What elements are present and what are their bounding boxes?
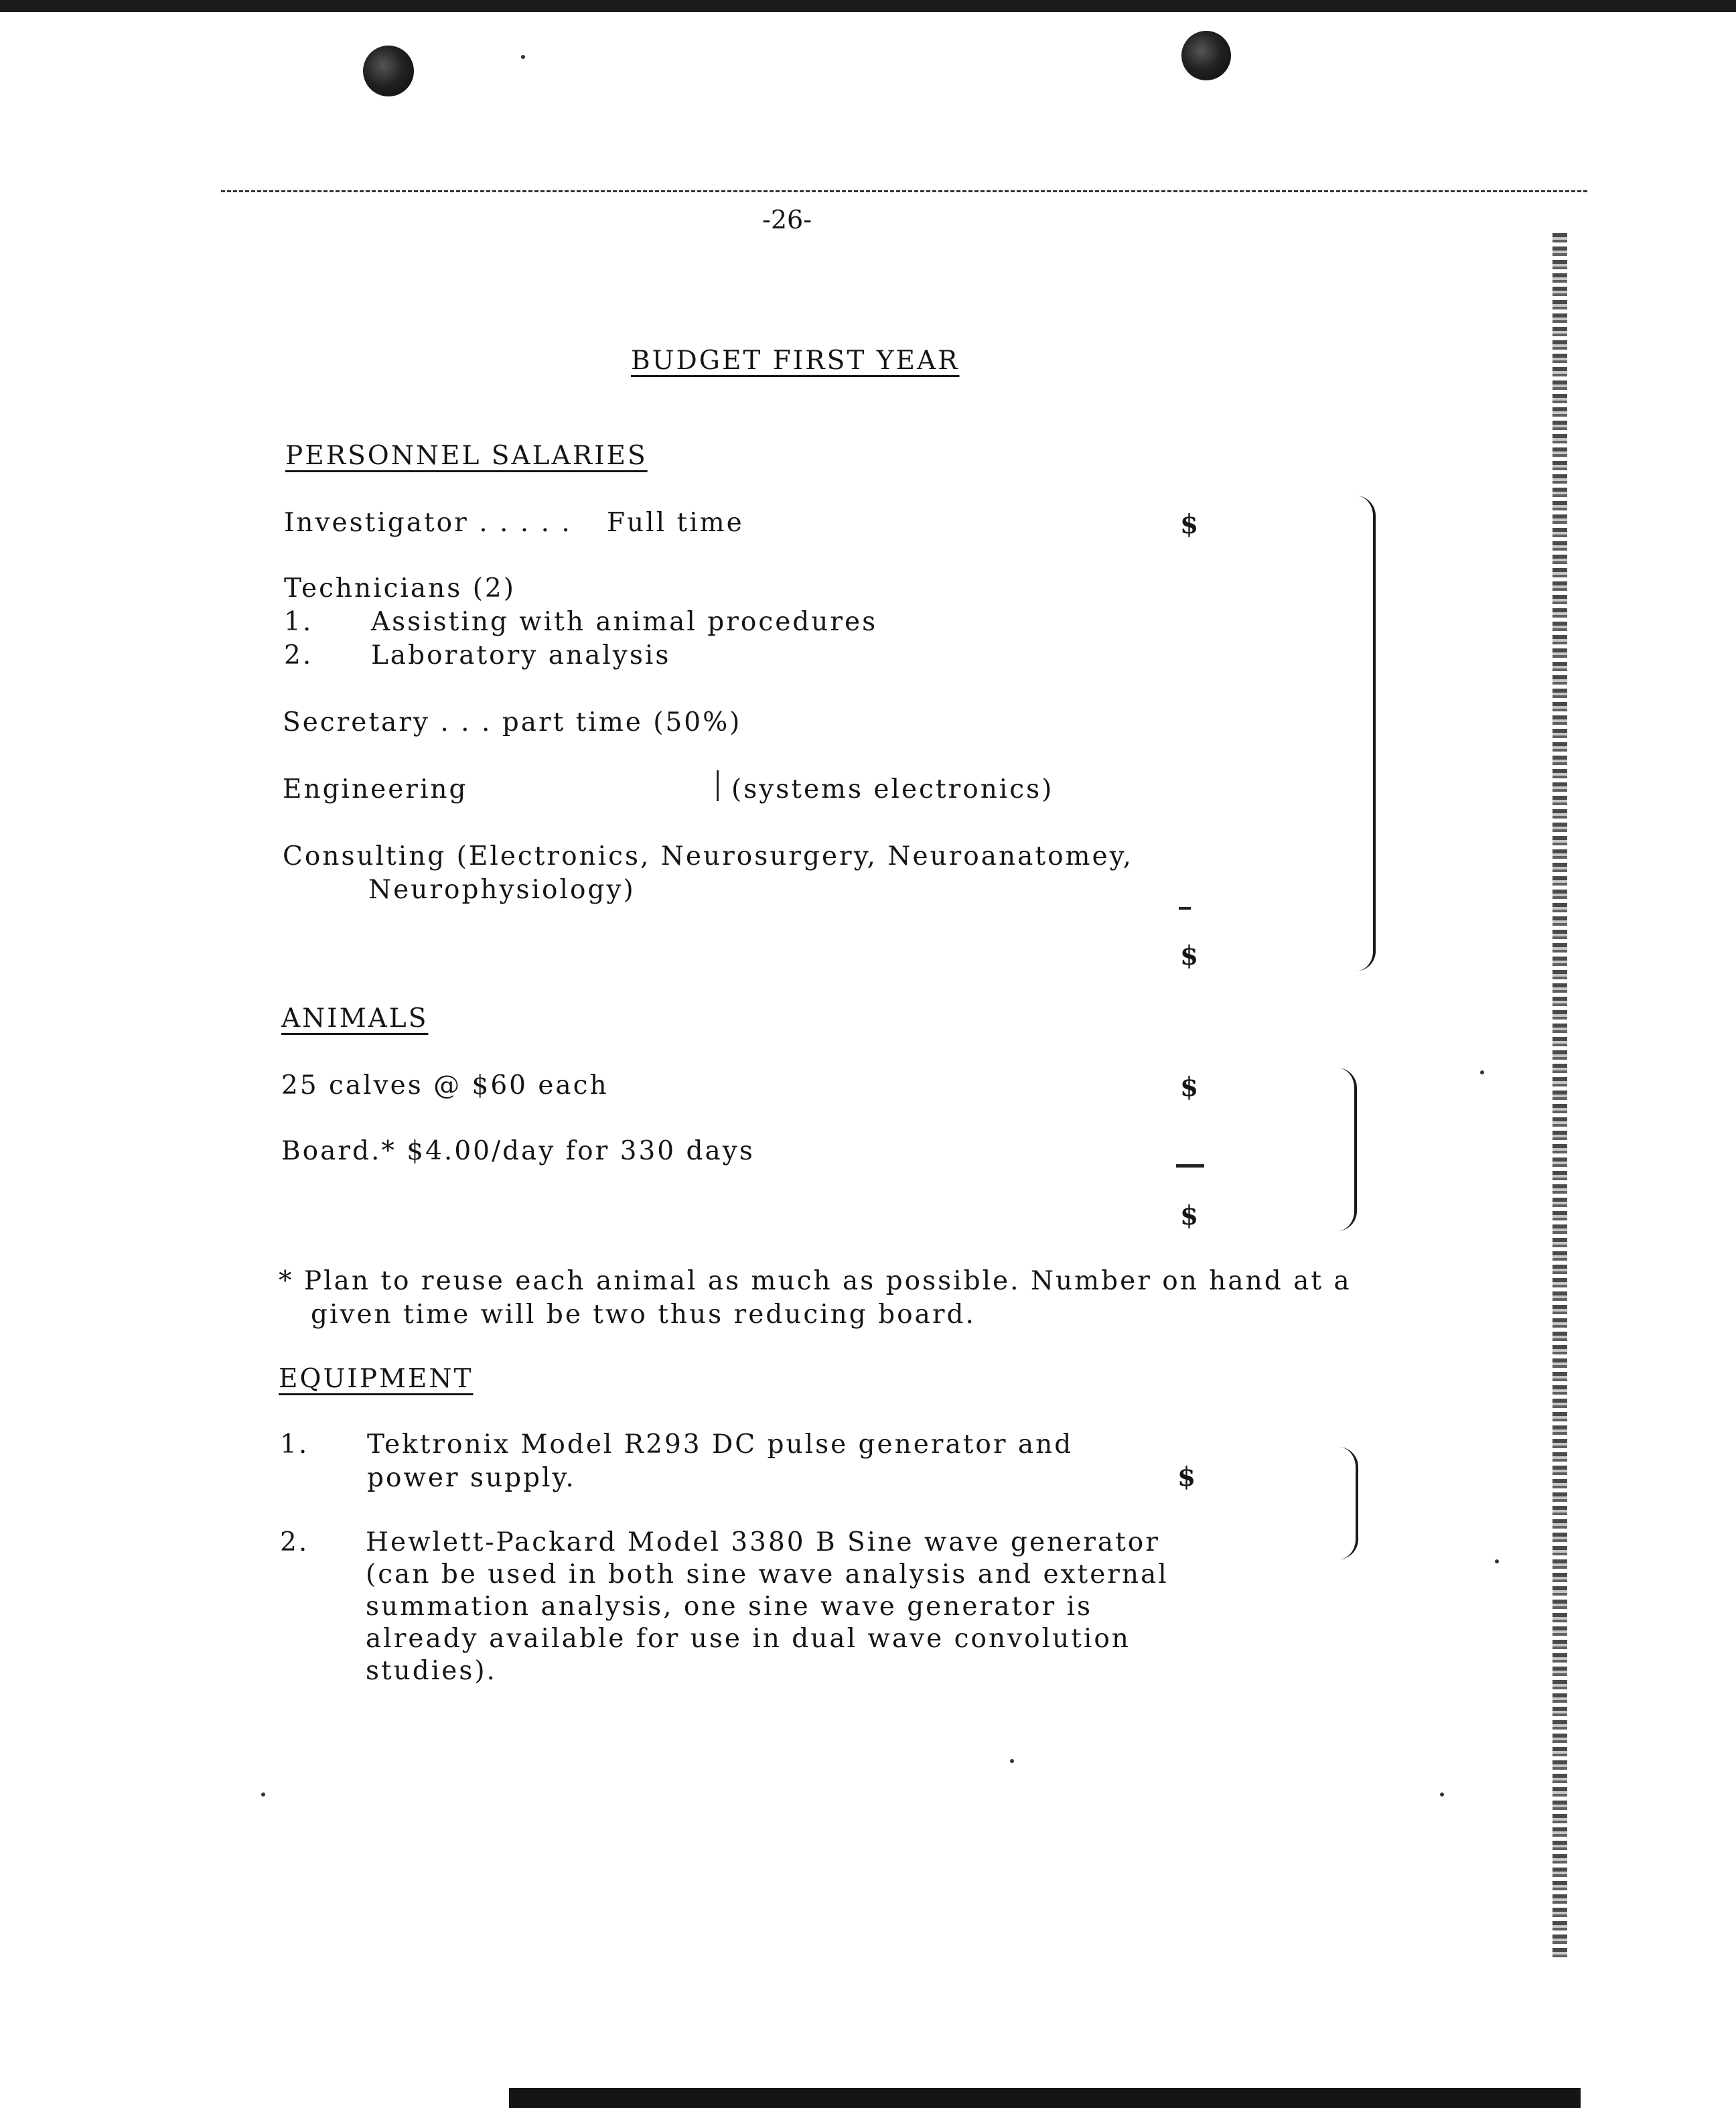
engineering-note: (systems electronics)	[731, 774, 1054, 804]
equipment-item-number: 1.	[280, 1429, 309, 1460]
equipment-item-line: Hewlett-Packard Model 3380 B Sine wave generator	[366, 1527, 1160, 1557]
investigator-label: Investigator . . . . .	[284, 508, 572, 538]
equipment-item-line: Tektronix Model R293 DC pulse generator and	[367, 1429, 1074, 1460]
page-title: BUDGET FIRST YEAR	[631, 346, 960, 376]
equipment-item-number: 2.	[280, 1527, 309, 1557]
personnel-bracket	[1333, 496, 1376, 971]
tech-item-text: Laboratory analysis	[371, 640, 671, 671]
currency-symbol: $	[1180, 1200, 1199, 1231]
animals-footnote: * Plan to reuse each animal as much as possible. Number on hand at a	[279, 1266, 1352, 1296]
speck	[1440, 1793, 1444, 1797]
technicians-heading: Technicians (2)	[284, 573, 516, 604]
speck	[1495, 1559, 1499, 1563]
equipment-item-line: power supply.	[367, 1463, 576, 1493]
consulting-line: Consulting (Electronics, Neurosurgery, Neuroanatomey,	[283, 841, 1133, 871]
speck	[521, 55, 525, 59]
equipment-bracket	[1325, 1447, 1358, 1559]
page-number: -26-	[762, 205, 812, 234]
engineering-mark	[717, 770, 719, 801]
speck	[1480, 1070, 1484, 1074]
subtotal-rule	[1179, 907, 1191, 910]
currency-symbol: $	[1180, 1072, 1199, 1103]
equipment-item-line: summation analysis, one sine wave generator is	[366, 1592, 1093, 1622]
speck	[1010, 1759, 1014, 1763]
currency-symbol: $	[1177, 1462, 1196, 1492]
currency-symbol: $	[1180, 940, 1199, 971]
punch-hole-left	[363, 46, 414, 96]
animals-bracket	[1317, 1068, 1357, 1231]
equipment-item-line: studies).	[366, 1656, 497, 1686]
animals-footnote: given time will be two thus reducing board.	[311, 1299, 976, 1330]
tech-item-text: Assisting with animal procedures	[371, 607, 878, 637]
scan-edge-strip	[1552, 233, 1567, 1961]
personnel-heading: PERSONNEL SALARIES	[285, 441, 648, 471]
currency-symbol: $	[1180, 509, 1199, 540]
calves-line: 25 calves @ $60 each	[281, 1070, 609, 1101]
investigator-value: Full time	[607, 508, 744, 538]
equipment-item-line: (can be used in both sine wave analysis and external	[366, 1559, 1169, 1590]
scan-border-top	[0, 0, 1736, 12]
secretary-line: Secretary . . . part time (50%)	[283, 707, 742, 737]
tech-item-number: 2.	[284, 640, 313, 671]
tech-item-number: 1.	[284, 607, 313, 637]
equipment-item-line: already available for use in dual wave convolution	[366, 1624, 1131, 1654]
scan-border-bottom	[509, 2088, 1581, 2108]
punch-hole-right	[1181, 31, 1231, 80]
subtotal-rule	[1176, 1164, 1204, 1168]
equipment-heading: EQUIPMENT	[279, 1364, 474, 1394]
speck	[261, 1793, 265, 1797]
engineering-label: Engineering	[283, 774, 468, 804]
consulting-line: Neurophysiology)	[368, 875, 636, 905]
animals-heading: ANIMALS	[281, 1003, 429, 1034]
page-top-rule	[221, 190, 1587, 192]
board-line: Board.* $4.00/day for 330 days	[281, 1136, 755, 1166]
